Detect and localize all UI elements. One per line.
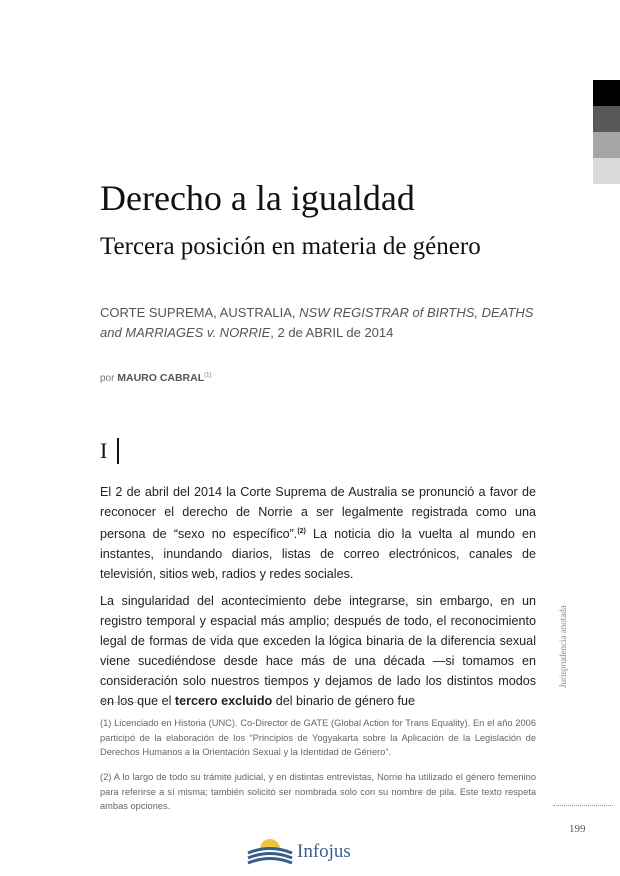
section-number: I <box>100 438 108 463</box>
infojus-logo <box>247 838 351 866</box>
paragraph-1-text-b: La noticia dio la vuelta al mundo en instantes, inundando diarios, listas de correo electrónicos, canales de televisión, sitios web, radios y redes sociales. <box>100 527 536 582</box>
author-note-ref: (1) <box>204 372 212 379</box>
paragraph-1-note-ref: (2) <box>297 528 306 535</box>
side-section-label: Jurisprudencia anotada <box>558 605 568 688</box>
section-tab-1 <box>593 80 620 106</box>
paragraph-1 <box>100 482 536 584</box>
footnote-2: (2) A lo largo de todo su trámite judicial, y en distintas entrevistas, Norrie ha utilizado el género femenino para referirse a sí misma; también solicitó ser nombrada solo con su nombre de pila. Este texto respeta ambas opciones. <box>100 772 536 811</box>
case-reference <box>100 303 540 343</box>
paragraph-1-text-a: El 2 de abril del 2014 la Corte Suprema de Australia se pronunció a favor de reconocer el derecho de Norrie a ser legalmente registrada como una persona de “sexo no específico”. <box>100 485 536 542</box>
logo-wave-3 <box>248 859 292 864</box>
section-heading <box>100 438 119 464</box>
paragraph-2-text-a: La singularidad del acontecimiento debe integrarse, sin embargo, en un registro temporal y espacial más amplio; después de todo, el reconocimiento legal de formas de vida que exceden la lógica binaria de la diferencia sexual viene sucediéndose desde hace más de una década —si tomamos en consideración solo nuestros tiempos y dejamos de lado los distintos modos en los que el <box>100 594 536 708</box>
section-tab-2 <box>593 106 620 132</box>
footnote-separator <box>100 702 140 703</box>
paragraph-2-bold: tercero excluido <box>174 694 273 708</box>
section-divider <box>117 438 119 464</box>
byline <box>100 372 212 384</box>
side-dotted-rule <box>553 805 613 806</box>
section-tabs <box>593 80 620 184</box>
case-name: NSW REGISTRAR of BIRTHS, DEATHS and MARRIAGES v. NORRIE <box>100 305 534 340</box>
case-court: CORTE SUPREMA, AUSTRALIA, <box>100 305 300 320</box>
case-date: , 2 de ABRIL de 2014 <box>270 325 394 340</box>
sun-waves-icon <box>247 838 293 866</box>
section-tab-4 <box>593 158 620 184</box>
logo-text: Infojus <box>297 841 351 862</box>
page-title: Derecho a la igualdad <box>100 178 415 218</box>
footnote-1: (1) Licenciado en Historia (UNC). Co-Director de GATE (Global Action for Trans Equality). En el año 2006 participó de la elaboración de los “Principios de Yogyakarta sobre la Aplicación de la Legislación de Derechos Humanos a la Orientación Sexual y la Identidad de Género”. <box>100 718 536 757</box>
paragraph-2-text-b: del binario de género fue <box>272 694 416 708</box>
page-subtitle: Tercera posición en materia de género <box>100 233 481 260</box>
paragraph-2 <box>100 591 536 711</box>
author-name: MAURO CABRAL <box>117 372 205 384</box>
section-tab-3 <box>593 132 620 158</box>
page-number: 199 <box>569 823 586 835</box>
byline-prefix: por <box>100 373 118 384</box>
